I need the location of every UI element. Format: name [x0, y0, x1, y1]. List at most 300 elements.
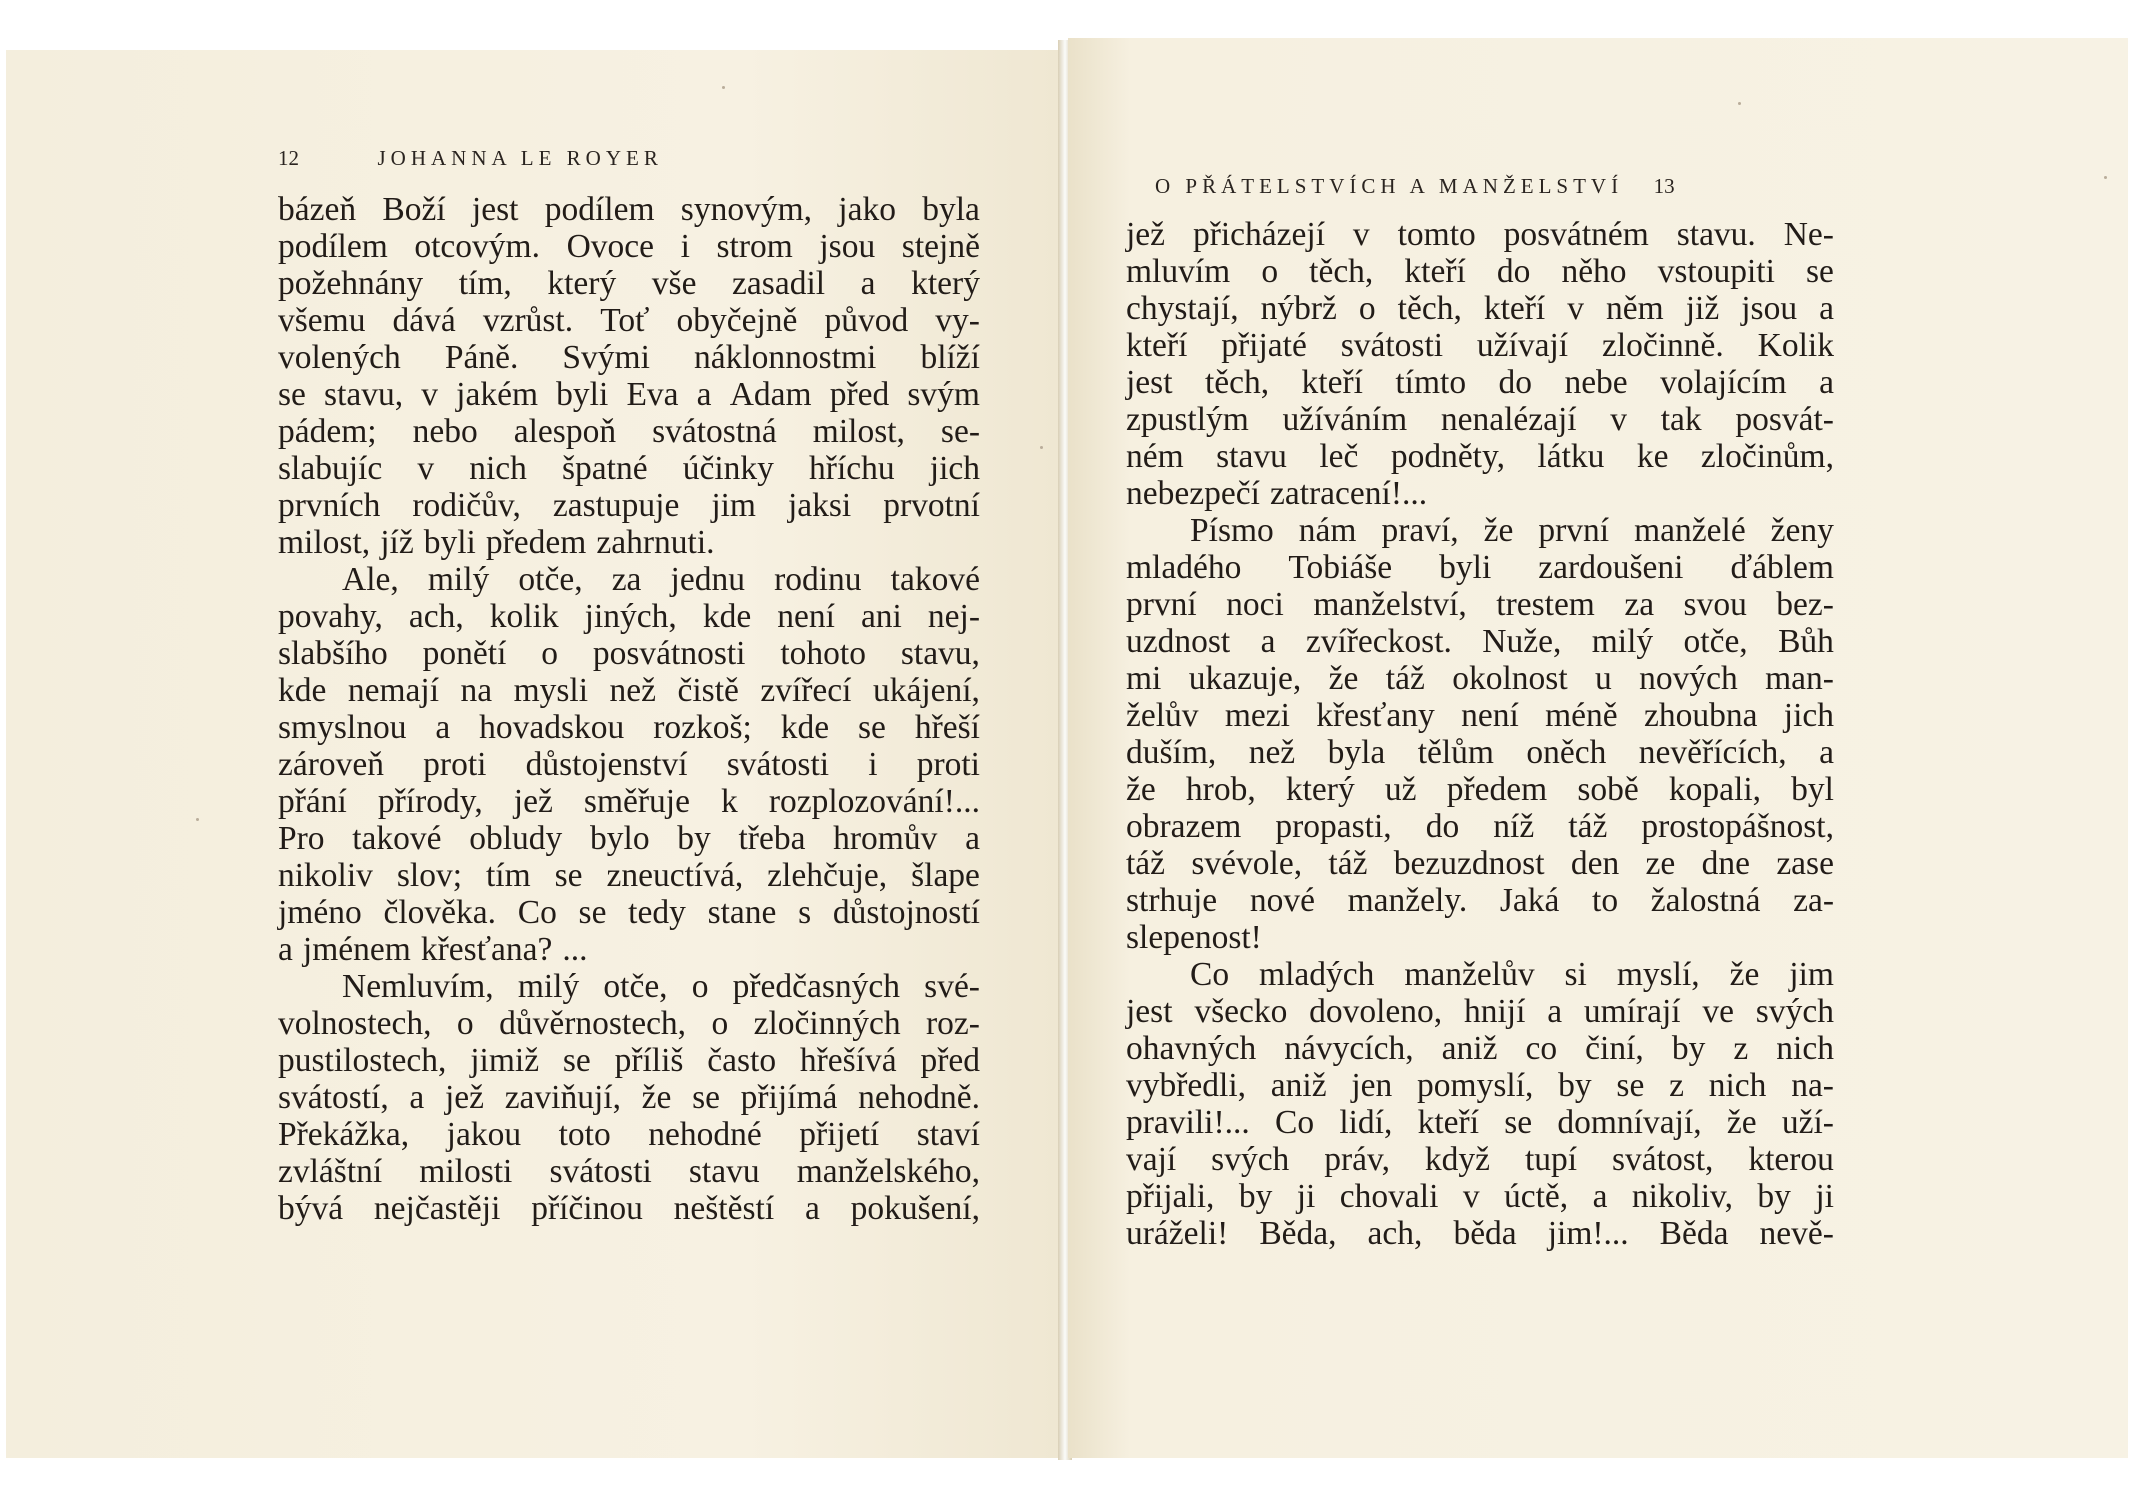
word: se	[1616, 1067, 1645, 1104]
text-line	[278, 820, 980, 857]
word: dovoleno,	[1309, 993, 1443, 1030]
word: se	[692, 1079, 720, 1116]
word: táž	[1126, 845, 1166, 882]
word: jakém	[456, 376, 539, 413]
word: třeba	[738, 820, 806, 857]
word: se	[278, 376, 306, 413]
word: jim	[1789, 956, 1834, 993]
word: man-	[1765, 660, 1834, 697]
word: svátosti	[549, 1153, 652, 1190]
word: vše	[651, 265, 697, 302]
word: smyslnou	[278, 709, 407, 746]
right-body-text	[1126, 216, 1834, 1252]
word: svátostná	[652, 413, 777, 450]
text-line	[278, 265, 980, 302]
word: zardoušeni	[1538, 549, 1684, 586]
word: svých	[1755, 993, 1834, 1030]
text-line	[1126, 623, 1834, 660]
word: milý	[517, 968, 580, 1005]
word: volnostech,	[278, 1005, 432, 1042]
word: Toť	[600, 302, 650, 339]
text-line	[278, 857, 980, 894]
word: ach,	[408, 598, 464, 635]
word: byli	[423, 524, 476, 561]
word: okolnost	[1452, 660, 1568, 697]
word: než	[1248, 734, 1296, 771]
word: zhoubna	[1643, 697, 1758, 734]
word: oněch	[1526, 734, 1607, 771]
word: obludy	[469, 820, 563, 857]
text-line	[1126, 919, 1834, 956]
word: leč	[1319, 438, 1359, 475]
word: důstojností	[832, 894, 980, 931]
word: nikoliv	[278, 857, 373, 894]
word: nehodně.	[858, 1079, 980, 1116]
word: táž	[1328, 845, 1368, 882]
word: zločinům,	[1700, 438, 1834, 475]
text-line	[1126, 290, 1834, 327]
word: by	[1238, 1178, 1273, 1215]
word: jiných,	[584, 598, 677, 635]
word: svátostí,	[278, 1079, 389, 1116]
word: nich	[469, 450, 527, 487]
word: bázeň	[278, 191, 357, 228]
word: kteří	[1483, 290, 1546, 327]
text-line	[1126, 586, 1834, 623]
text-line	[278, 1116, 980, 1153]
word: jest	[471, 191, 519, 228]
word: který	[547, 265, 617, 302]
word: jsou	[819, 228, 876, 265]
word: zlehčuje,	[767, 857, 888, 894]
word: přijaté	[1221, 327, 1307, 364]
page-number: 12	[278, 146, 299, 170]
word: myslí,	[1616, 956, 1700, 993]
word: domnívají,	[1557, 1104, 1702, 1141]
word: vybředli,	[1126, 1067, 1247, 1104]
word: jich	[1783, 697, 1834, 734]
word: úctě,	[1503, 1178, 1569, 1215]
running-head-title: JOHANNA LE ROYER	[377, 146, 663, 170]
text-line	[278, 228, 980, 265]
word: jim!...	[1547, 1215, 1629, 1252]
word: takové	[352, 820, 442, 857]
word: manželství,	[1313, 586, 1467, 623]
text-line	[1126, 549, 1834, 586]
word: Běda	[1659, 1215, 1729, 1252]
word: se	[562, 1042, 591, 1079]
word: den	[1570, 845, 1620, 882]
text-line	[278, 931, 980, 968]
word: v	[1462, 1178, 1480, 1215]
word: Nuže,	[1482, 623, 1562, 660]
word: nebo	[412, 413, 478, 450]
word: látku	[1537, 438, 1605, 475]
word: táž	[1385, 660, 1425, 697]
text-line	[1126, 956, 1834, 993]
word: do	[1498, 364, 1533, 401]
word: manžely.	[1347, 882, 1468, 919]
word: ženy	[1770, 512, 1834, 549]
word: s	[798, 894, 812, 931]
word: se	[1806, 253, 1834, 290]
paper-speck	[1040, 446, 1043, 449]
word: Ne-	[1783, 216, 1834, 253]
text-line	[1126, 1067, 1834, 1104]
text-line	[278, 1190, 980, 1227]
text-line	[278, 672, 980, 709]
word: o	[711, 1005, 729, 1042]
paper-speck	[196, 818, 199, 821]
text-line	[1126, 1030, 1834, 1067]
word: nevě-	[1759, 1215, 1834, 1252]
word: jest	[1126, 364, 1173, 401]
word: Co	[1274, 1104, 1315, 1141]
word: podněty,	[1390, 438, 1505, 475]
text-line	[278, 598, 980, 635]
word: jež	[444, 1079, 485, 1116]
text-line	[1126, 253, 1834, 290]
word: stane	[707, 894, 777, 931]
word: i	[680, 228, 690, 265]
word: tohoto	[780, 635, 866, 672]
text-line	[1126, 438, 1834, 475]
text-line	[1126, 216, 1834, 253]
word: jež	[513, 783, 553, 820]
word: praví,	[1381, 512, 1459, 549]
word: svévole,	[1191, 845, 1303, 882]
word: Ovoce	[566, 228, 654, 265]
word: zároveň	[278, 746, 385, 783]
word: a	[965, 820, 980, 857]
word: proti	[423, 746, 487, 783]
word: Jaká	[1499, 882, 1560, 919]
word: posvátném	[1503, 216, 1649, 253]
word: slov;	[396, 857, 463, 894]
word: požehnány	[278, 265, 424, 302]
word: tedy	[628, 894, 686, 931]
word: Eva	[626, 376, 679, 413]
text-line	[278, 1153, 980, 1190]
text-line	[1126, 993, 1834, 1030]
word: zastupuje	[552, 487, 680, 524]
word: mi	[1126, 660, 1162, 697]
text-line	[278, 635, 980, 672]
word: k	[721, 783, 738, 820]
word: trestem	[1496, 586, 1595, 623]
word: ukájení,	[872, 672, 980, 709]
word: zvířeckost.	[1305, 623, 1452, 660]
text-line	[1126, 1141, 1834, 1178]
text-line	[1126, 734, 1834, 771]
word: přijali,	[1126, 1178, 1215, 1215]
word: zločinných	[753, 1005, 901, 1042]
word: alespoň	[513, 413, 617, 450]
word: milý	[1591, 623, 1654, 660]
word: synovým,	[680, 191, 813, 228]
word: Pro	[278, 820, 325, 857]
word: jako	[838, 191, 896, 228]
word: své-	[924, 968, 980, 1005]
right-running-head	[1155, 174, 1675, 199]
word: v	[1567, 290, 1584, 327]
text-line	[1126, 475, 1834, 512]
word: uráželi!	[1126, 1215, 1229, 1252]
word: který	[911, 265, 980, 302]
word: dává	[392, 302, 456, 339]
word: svou	[1683, 586, 1747, 623]
word: a	[1819, 290, 1834, 327]
word: není	[1461, 697, 1519, 734]
word: slabšího	[278, 635, 388, 672]
word: svátost,	[1611, 1141, 1714, 1178]
word: přání	[278, 783, 347, 820]
word: práv,	[1324, 1141, 1390, 1178]
text-line	[278, 1005, 980, 1042]
word: mezi	[1224, 697, 1290, 734]
word: když	[1424, 1141, 1491, 1178]
word: z	[1733, 1030, 1749, 1067]
text-line	[278, 894, 980, 931]
word: otcovým.	[414, 228, 540, 265]
word: rozplozování!...	[768, 783, 980, 820]
word: posvátnosti	[592, 635, 746, 672]
word: byla	[922, 191, 980, 228]
word: již	[1685, 290, 1720, 327]
word: křesťana?	[420, 931, 553, 968]
word: kteří	[1301, 364, 1363, 401]
word: blíží	[920, 339, 980, 376]
word: že	[1729, 956, 1760, 993]
word: pustilostech,	[278, 1042, 447, 1079]
word: podílem	[544, 191, 655, 228]
word: vají	[1126, 1141, 1177, 1178]
word: strhuje	[1126, 882, 1218, 919]
word: se	[1504, 1104, 1533, 1141]
word: není	[777, 598, 835, 635]
word: původ	[824, 302, 909, 339]
left-body-text	[278, 191, 980, 1227]
word: důvěrnostech,	[499, 1005, 687, 1042]
word: a	[409, 1079, 425, 1116]
word: nejčastěji	[373, 1190, 501, 1227]
word: se-	[940, 413, 980, 450]
word: nových	[1639, 660, 1738, 697]
word: a	[1260, 623, 1276, 660]
word: Boží	[382, 191, 446, 228]
word: toto	[558, 1116, 611, 1153]
word: povahy,	[278, 598, 383, 635]
text-line	[278, 524, 980, 561]
word: hříchu	[809, 450, 895, 487]
word: u	[1595, 660, 1612, 697]
word: to	[1592, 882, 1619, 919]
paper-speck	[722, 86, 725, 89]
word: prostopášnost,	[1641, 808, 1834, 845]
word: ach,	[1367, 1215, 1423, 1252]
word: jimiž	[470, 1042, 540, 1079]
word: přijímá	[740, 1079, 838, 1116]
word: Běda,	[1259, 1215, 1337, 1252]
word: chystají,	[1126, 290, 1239, 327]
word: zneuctívá,	[606, 857, 744, 894]
word: co	[1525, 1030, 1558, 1067]
text-line	[1126, 808, 1834, 845]
word: Tobiáše	[1288, 549, 1393, 586]
word: náklonnostmi	[693, 339, 877, 376]
word: nich	[1776, 1030, 1834, 1067]
word: křesťany	[1316, 697, 1435, 734]
word: ...	[562, 931, 588, 968]
word: ve	[1702, 993, 1735, 1030]
word: tupí	[1524, 1141, 1578, 1178]
word: se	[858, 709, 886, 746]
word: volených	[278, 339, 401, 376]
word: sobě	[1577, 771, 1639, 808]
word: přicházejí	[1192, 216, 1326, 253]
word: manželského,	[796, 1153, 980, 1190]
word: příliš	[614, 1042, 684, 1079]
word: předčasných	[732, 968, 901, 1005]
word: nej-	[927, 598, 980, 635]
word: byl	[1791, 771, 1834, 808]
word: rodinu	[774, 561, 862, 598]
word: tím	[486, 857, 531, 894]
word: před	[920, 1042, 980, 1079]
word: tomto	[1397, 216, 1476, 253]
word: zatracení!...	[1269, 475, 1428, 512]
text-line	[278, 302, 980, 339]
word: ponětí	[422, 635, 507, 672]
word: svým	[907, 376, 980, 413]
word: příčinou	[531, 1190, 643, 1227]
word: slepenost!	[1126, 919, 1262, 956]
word: kde	[702, 598, 752, 635]
word: Bůh	[1778, 623, 1834, 660]
text-line	[1126, 401, 1834, 438]
word: pokušení,	[850, 1190, 980, 1227]
word: zase	[1776, 845, 1834, 882]
word: v	[421, 376, 439, 413]
word: ohavných	[1126, 1030, 1257, 1067]
word: jíž	[380, 524, 414, 561]
word: a	[860, 265, 876, 302]
word: hovadskou	[479, 709, 625, 746]
word: aniž	[1441, 1030, 1498, 1067]
word: prvotní	[883, 487, 980, 524]
word: stavu	[1216, 438, 1287, 475]
word: všecko	[1194, 993, 1288, 1030]
word: nýbrž	[1260, 290, 1337, 327]
word: užíváním	[1282, 401, 1408, 438]
word: svých	[1211, 1141, 1290, 1178]
text-line	[1126, 1215, 1834, 1252]
text-line	[278, 1079, 980, 1116]
word: který	[1285, 771, 1355, 808]
word: a	[435, 709, 451, 746]
word: kde	[780, 709, 830, 746]
word: ke	[1636, 438, 1669, 475]
word: Svými	[562, 339, 650, 376]
running-head-title: O PŘÁTELSTVÍCH A MANŽELSTVÍ	[1155, 174, 1624, 198]
text-line	[278, 709, 980, 746]
text-line	[278, 487, 980, 524]
word: byli	[556, 376, 609, 413]
word: že	[1726, 1104, 1757, 1141]
word: pomyslí,	[1417, 1067, 1534, 1104]
word: jakou	[446, 1116, 522, 1153]
word: ďáblem	[1730, 549, 1834, 586]
word: zasadil	[732, 265, 826, 302]
word: účinky	[682, 450, 774, 487]
word: mladého	[1126, 549, 1242, 586]
word: jsou	[1741, 290, 1798, 327]
word: manželé	[1634, 512, 1746, 549]
word: kteří	[1417, 1104, 1479, 1141]
word: směřuje	[583, 783, 690, 820]
word: hrob,	[1185, 771, 1256, 808]
word: přírody,	[377, 783, 483, 820]
word: obyčejně	[676, 302, 798, 339]
word: vy-	[935, 302, 980, 339]
word: bez-	[1776, 586, 1834, 623]
word: kteří	[1126, 327, 1188, 364]
word: volajícím	[1660, 364, 1787, 401]
word: kteří	[1404, 253, 1466, 290]
text-line	[1126, 845, 1834, 882]
word: umírají	[1583, 993, 1681, 1030]
word: nám	[1298, 512, 1357, 549]
word: první	[1126, 586, 1197, 623]
word: něm	[1606, 290, 1664, 327]
page-number: 13	[1653, 174, 1675, 198]
word: by	[1558, 1067, 1592, 1104]
word: Ale,	[342, 561, 399, 598]
word: otče,	[1683, 623, 1748, 660]
word: neštěstí	[673, 1190, 775, 1227]
text-line	[1126, 327, 1834, 364]
word: svátosti	[726, 746, 830, 783]
word: běda	[1453, 1215, 1517, 1252]
word: že	[641, 1079, 672, 1116]
word: ji	[1296, 1178, 1316, 1215]
text-line	[278, 968, 980, 1005]
word: bezuzdnost	[1393, 845, 1545, 882]
text-line	[278, 783, 980, 820]
word: užívají	[1476, 327, 1569, 364]
word: jich	[929, 450, 980, 487]
word: předem	[1446, 771, 1548, 808]
word: milost,	[278, 524, 371, 561]
word: a	[278, 931, 293, 968]
word: vzrůst.	[482, 302, 574, 339]
word: propasti,	[1275, 808, 1392, 845]
word: si	[1564, 956, 1587, 993]
word: otče,	[518, 561, 583, 598]
word: v	[1610, 401, 1628, 438]
text-line	[278, 191, 980, 228]
text-line	[1126, 1104, 1834, 1141]
word: svátosti	[1340, 327, 1444, 364]
word: zaviňují,	[504, 1079, 621, 1116]
word: hřešívá	[799, 1042, 897, 1079]
text-line	[1126, 771, 1834, 808]
word: i	[868, 746, 878, 783]
paper-speck	[1738, 102, 1741, 105]
word: byla	[1327, 734, 1386, 771]
word: lidí,	[1339, 1104, 1393, 1141]
word: nehodné	[648, 1116, 762, 1153]
